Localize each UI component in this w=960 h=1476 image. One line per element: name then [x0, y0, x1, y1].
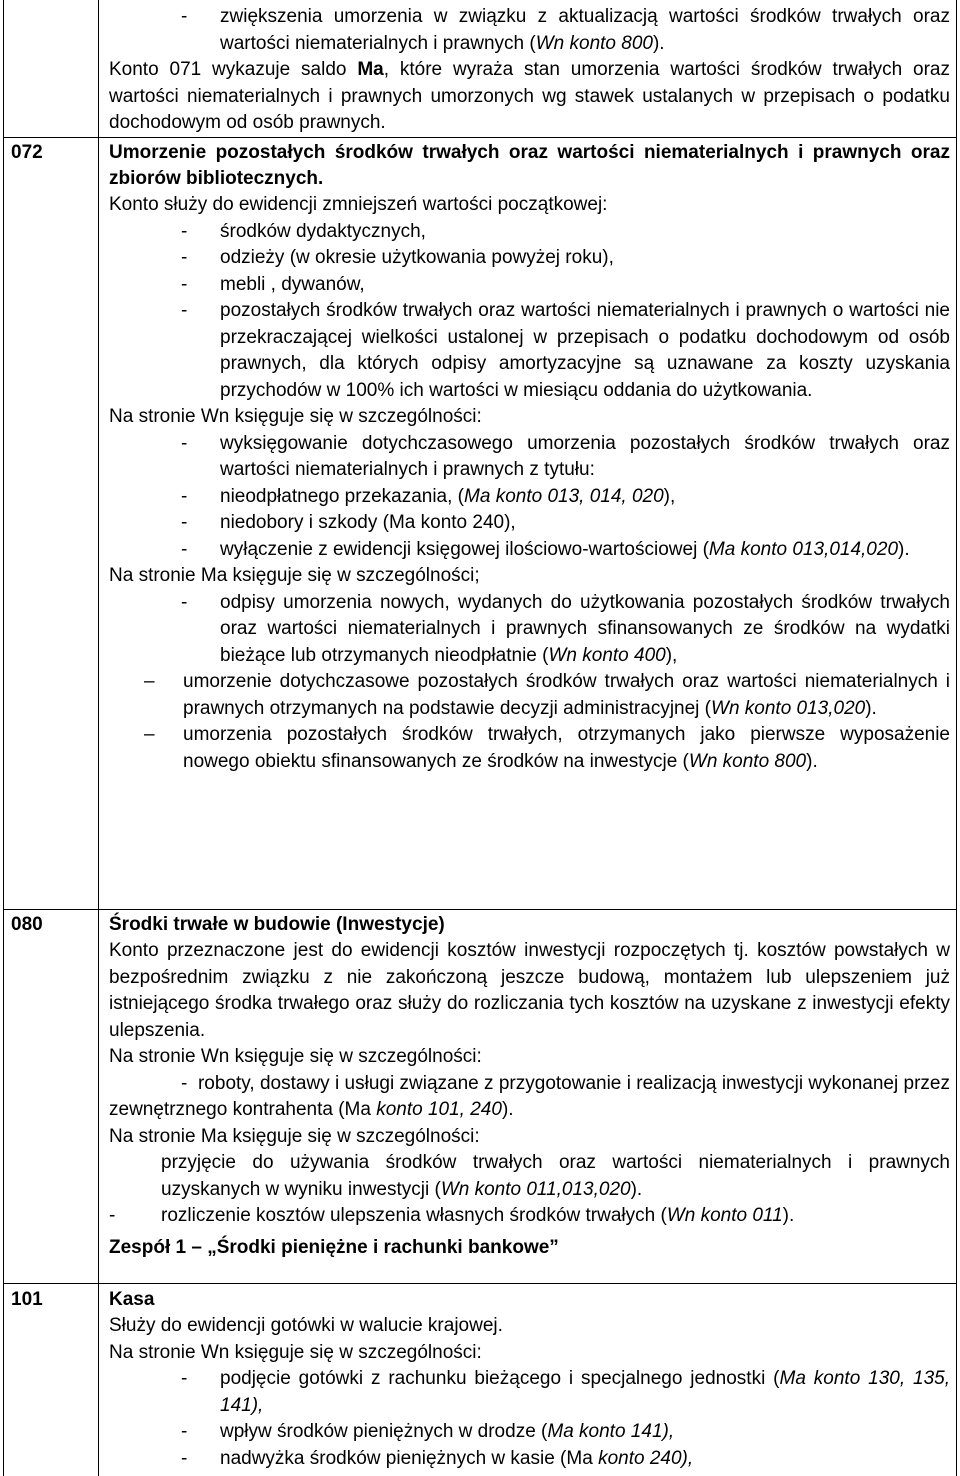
account-code-101: 101	[11, 1289, 43, 1310]
list-item: - odzieży (w okresie użytkowania powyżej roku),	[181, 247, 614, 268]
list-item: - rozliczenie kosztów ulepszenia własnych środków trwałych (Wn konto 011).	[109, 1205, 795, 1226]
row-divider-080	[3, 909, 957, 910]
list-item: - niedobory i szkody (Ma konto 240),	[181, 512, 516, 533]
account-code-072: 072	[11, 142, 43, 163]
list-item: - wyksięgowanie dotychczasowego umorzenia pozostałych środków trwałych oraz wartości niematerialnych i prawnych z tytułu:	[181, 432, 950, 480]
wn-heading: Na stronie Wn księguje się w szczególności:	[109, 1046, 482, 1067]
table-right-border	[956, 0, 957, 1476]
list-item: - zwiększenia umorzenia w związku z aktualizacją wartości środków trwałych oraz wartości niematerialnych i prawnych (Wn konto 800).	[109, 4, 950, 57]
table-left-border	[3, 0, 4, 1476]
list-item: - roboty, dostawy i usługi związane z przygotowanie i realizacją inwestycji wykonanej przez zewnętrznego kontrahenta (Ma konto 101, 240).	[109, 1072, 950, 1120]
konto-071-summary: Konto 071 wykazuje saldo Ma, które wyraża stan umorzenia wartości środków trwałych oraz wartości niematerialnych i prawnych umorzonych wg stawek ustalanych w przepisach o podatku dochodowym od osób prawnych.	[109, 59, 950, 133]
list-item: - środków dydaktycznych,	[181, 220, 426, 242]
ma-heading: Na stronie Ma księguje się w szczególności;	[109, 565, 480, 586]
account-072-section	[109, 140, 950, 775]
account-code-080: 080	[11, 914, 43, 935]
account-101-description: Służy do ewidencji gotówki w walucie krajowej.	[109, 1315, 503, 1336]
account-072-title: Umorzenie pozostałych środków trwałych oraz wartości niematerialnych i prawnych oraz zbiorów bibliotecznych.	[109, 142, 950, 189]
zespol-heading: Zespół 1 – „Środki pieniężne i rachunki bankowe”	[109, 1236, 559, 1258]
wn-heading: Na stronie Wn księguje się w szczególności:	[109, 1341, 482, 1363]
list-item: - pozostałych środków trwałych oraz wartości niematerialnych i prawnych o wartości nie przekraczającej wielkości ustalonej w przepisach o podatku dochodowym od osób prawnych, dla których odpisy amortyzacyjne są uznawane za koszty uzyskania przychodów w 100% ich wartości w miesiącu oddania do użytkowania.	[181, 300, 950, 401]
list-item: - wpływ środków pieniężnych w drodze (Ma konto 141),	[181, 1421, 675, 1442]
ma-heading: Na stronie Ma księguje się w szczególności:	[109, 1125, 480, 1147]
hyphen-marker: -	[181, 6, 188, 27]
konto-071-continuation	[109, 4, 950, 137]
list-item: - mebli , dywanów,	[181, 273, 365, 295]
account-080-description: Konto przeznaczone jest do ewidencji kosztów inwestycji rozpoczętych tj. kosztów powstałych w bezpośrednim związku z nie zakończoną jeszcze budową, montażem lub ulepszeniem już istniejącego środka trwałego oraz służy do rozliczania tych kosztów na uzyskane z inwestycji efekty ulepszenia.	[109, 940, 950, 1041]
account-072-intro: Konto służy do ewidencji zmniejszeń wartości początkowej:	[109, 194, 608, 215]
table-column-divider	[98, 0, 99, 1476]
row-divider-101	[3, 1283, 957, 1284]
account-101-section	[109, 1287, 950, 1472]
row-divider-072	[3, 137, 957, 138]
wn-heading: Na stronie Wn księguje się w szczególności:	[109, 406, 482, 427]
account-080-section	[109, 912, 950, 1261]
list-item: - podjęcie gotówki z rachunku bieżącego i specjalnego jednostki (Ma konto 130, 135, 141),	[181, 1368, 950, 1416]
list-item: - nieodpłatnego przekazania, (Ma konto 013, 014, 020),	[181, 485, 676, 507]
list-item: - nadwyżka środków pieniężnych w kasie (Ma konto 240),	[181, 1447, 694, 1469]
list-item: – umorzenie dotychczasowe pozostałych środków trwałych oraz wartości niematerialnych i prawnych otrzymanych na podstawie decyzji administracyjnej (Wn konto 013,020).	[144, 671, 950, 719]
list-item: - wyłączenie z ewidencji księgowej ilościowo-wartościowej (Ma konto 013,014,020).	[181, 538, 910, 560]
list-item: przyjęcie do używania środków trwałych oraz wartości niematerialnych i prawnych uzyskanych w wyniku inwestycji (Wn konto 011,013,020).	[161, 1152, 950, 1200]
account-101-title: Kasa	[109, 1289, 155, 1310]
list-item: – umorzenia pozostałych środków trwałych, otrzymanych jako pierwsze wyposażenie nowego obiektu sfinansowanych ze środków na inwestycje (Wn konto 800).	[144, 724, 950, 772]
account-080-title: Środki trwałe w budowie (Inwestycje)	[109, 914, 445, 935]
list-item: - odpisy umorzenia nowych, wydanych do użytkowania pozostałych środków trwałych oraz wartości niematerialnych i prawnych sfinansowanych ze środków na wydatki bieżące lub otrzymanych nieodpłatnie (Wn konto 400),	[181, 591, 950, 666]
